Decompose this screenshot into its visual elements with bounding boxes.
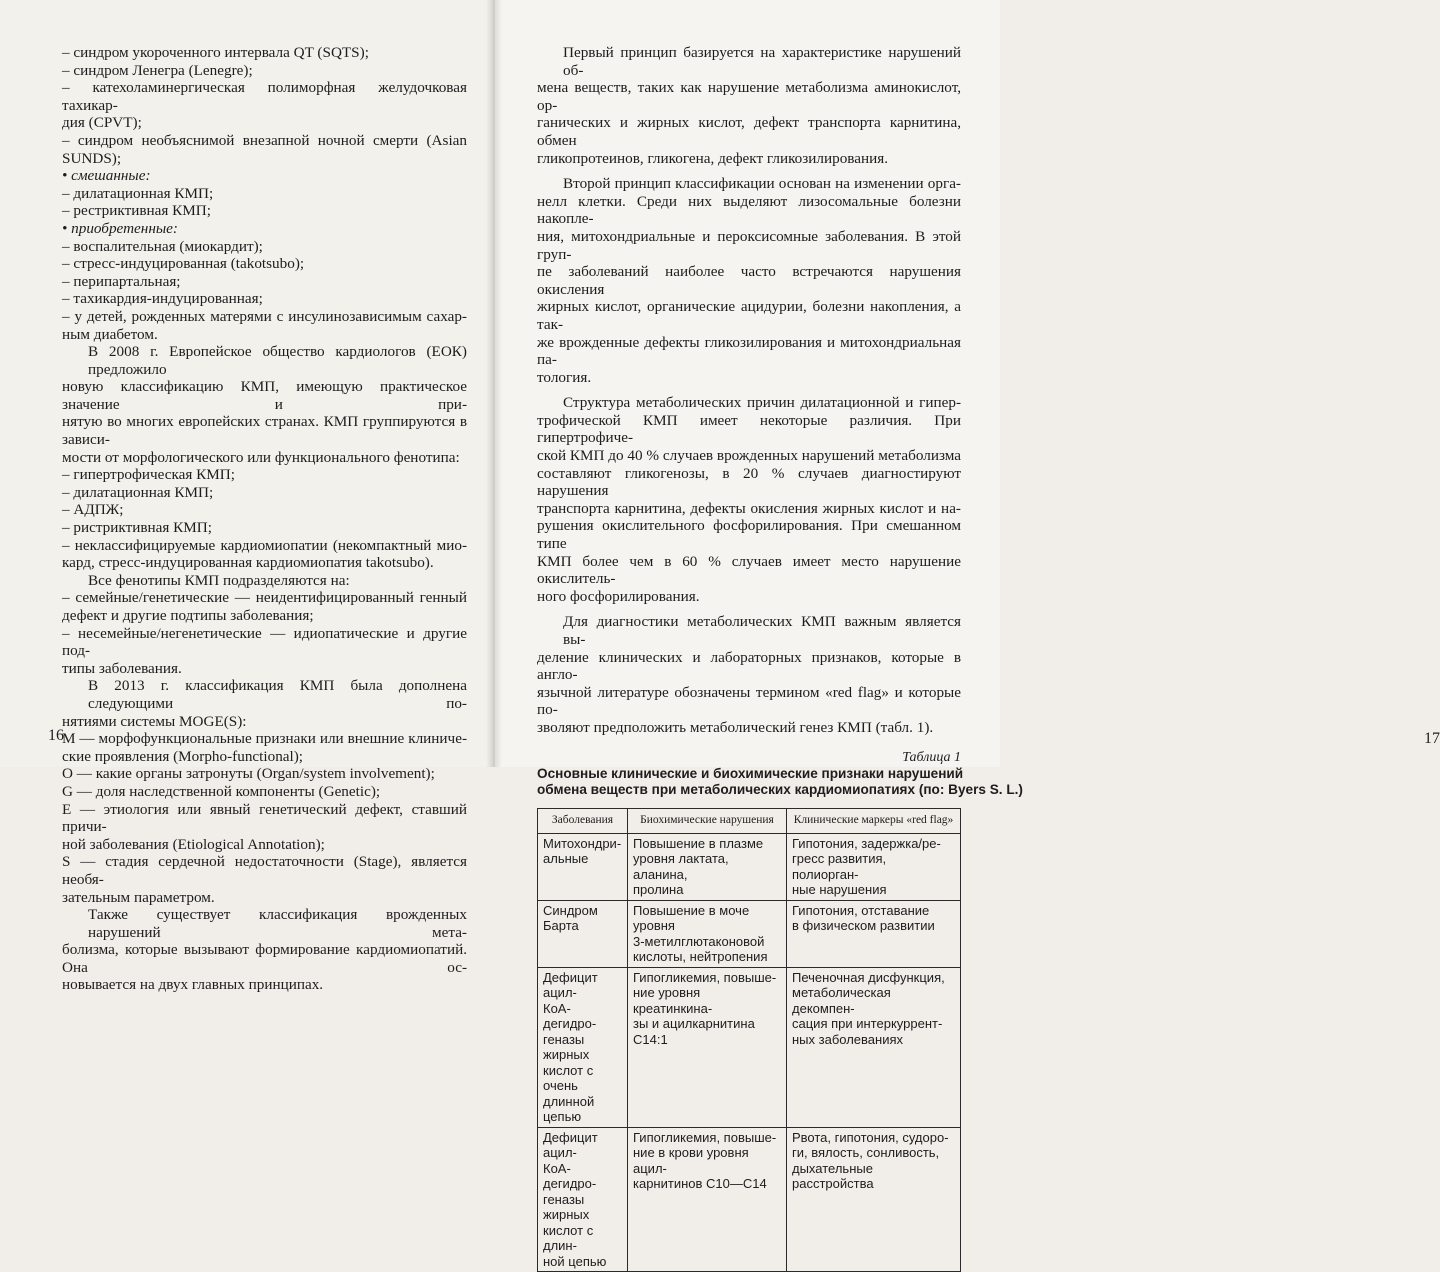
text-line: Первый принцип базируется на характеристике нарушений об- bbox=[563, 44, 961, 79]
text-line: рушения окислительного фосфорилирования. При смешанном типе bbox=[537, 517, 961, 553]
text-line: транспорта карнитина, дефекты окисления жирных кислот и на- bbox=[537, 499, 961, 517]
paragraph bbox=[537, 613, 961, 736]
table-cell: Митохондри- альные bbox=[538, 833, 628, 900]
text-line: жирных кислот, органические ацидурии, болезни накопления, а так- bbox=[537, 298, 961, 333]
text-line: язычной литературе обозначены термином «red flag» и которые по- bbox=[537, 683, 961, 719]
text-line: составляют гликогенозы, в 20 % случаев диагностируют нарушения bbox=[537, 464, 961, 500]
text-line: – перипартальная; bbox=[62, 272, 181, 290]
table-caption: Таблица 1 bbox=[902, 749, 961, 765]
table-cell: Повышение в моче уровня 3-метилглютаконовой кислоты, нейтропения bbox=[628, 900, 787, 967]
table-row bbox=[538, 900, 961, 967]
text-line: болизма, которые вызывают формирование кардиомиопатий. Она ос- bbox=[62, 941, 467, 976]
table-header-cell: Клинические маркеры «red flag» bbox=[787, 809, 961, 834]
text-line: ной заболевания (Etiological Annotation); bbox=[62, 835, 325, 853]
text-line: – семейные/генетические — неидентифицированный генный bbox=[62, 589, 467, 607]
text-line: пе заболеваний наиболее часто встречаются нарушения окисления bbox=[537, 263, 961, 298]
text-line: ганических и жирных кислот, дефект транспорта карнитина, обмен bbox=[537, 114, 961, 149]
text-line: SUNDS); bbox=[62, 149, 122, 167]
left-page bbox=[0, 0, 494, 994]
text-line: В 2013 г. классификация КМП была дополнена следующими по- bbox=[88, 677, 467, 712]
text-line: зволяют предположить метаболический генез КМП (табл. 1). bbox=[537, 718, 934, 736]
text-line: М — морфофункциональные признаки или внешние клиниче- bbox=[62, 730, 467, 748]
text-line: деление клинических и лабораторных признаков, которые в англо- bbox=[537, 648, 961, 684]
text-line: – дилатационная КМП; bbox=[62, 184, 214, 202]
text-line: мости от морфологического или функционального фенотипа: bbox=[62, 448, 460, 466]
table-header-row bbox=[538, 809, 961, 834]
paragraph bbox=[537, 175, 961, 386]
text-line: Второй принцип классификации основан на изменении орга- bbox=[563, 175, 961, 193]
text-line: S — стадия сердечной недостаточности (Stage), является необя- bbox=[62, 853, 467, 888]
text-line: – неклассифицируемые кардиомиопатии (некомпактный мио- bbox=[62, 536, 467, 554]
table-row bbox=[538, 1127, 961, 1272]
text-line: новую классификацию КМП, имеющую практическое значение и при- bbox=[62, 378, 467, 413]
text-line: Все фенотипы КМП подразделяются на: bbox=[88, 571, 350, 589]
text-line: – синдром необъяснимой внезапной ночной смерти (Asian bbox=[62, 131, 467, 149]
text-line: – дилатационная КМП; bbox=[62, 483, 214, 501]
text-line: – гипертрофическая КМП; bbox=[62, 466, 235, 484]
text-line: КМП более чем в 60 % случаев имеет место нарушение окислитель- bbox=[537, 552, 961, 588]
text-line: Также существует классификация врожденных нарушений мета- bbox=[88, 906, 467, 941]
metabolic-table bbox=[537, 808, 961, 1272]
text-line: ской КМП до 40 % случаев врожденных нарушений метаболизма bbox=[537, 447, 961, 465]
text-line: ские проявления (Morpho-functional); bbox=[62, 747, 304, 765]
text-line: Е — этиология или явный генетический дефект, ставший причи- bbox=[62, 800, 467, 836]
text-line: ным диабетом. bbox=[62, 325, 158, 343]
text-line: – воспалительная (миокардит); bbox=[62, 237, 263, 255]
text-line: нятую во многих европейских странах. КМП группируются в зависи- bbox=[62, 413, 467, 449]
text-line: же врожденные дефекты гликозилирования и митохондриальная па- bbox=[537, 333, 961, 369]
table-cell: Гипотония, задержка/ре- гресс развития, полиорган- ные нарушения bbox=[787, 833, 961, 900]
text-line: трофической КМП имеет некоторые различия. При гипертрофиче- bbox=[537, 411, 961, 447]
table-header-cell: Заболевания bbox=[538, 809, 628, 834]
text-line: – АДПЖ; bbox=[62, 501, 124, 519]
text-line: – у детей, рожденных матерями с инсулинозависимым сахар- bbox=[62, 307, 467, 325]
right-page-text bbox=[537, 44, 1023, 1272]
page-number-right: 17 bbox=[1424, 730, 1440, 747]
page-number-left: 16 bbox=[48, 727, 64, 744]
text-line: ния, митохондриальные и пероксисомные заболевания. В этой груп- bbox=[537, 227, 961, 263]
table-cell: Синдром Барта bbox=[538, 900, 628, 967]
table-cell: Печеночная дисфункция, метаболическая декомпен- сация при интеркуррент- ных заболеваниях bbox=[787, 967, 961, 1127]
table-row bbox=[538, 833, 961, 900]
table-header-cell: Биохимические нарушения bbox=[628, 809, 787, 834]
text-line: дефект и другие подтипы заболевания; bbox=[62, 607, 314, 624]
text-line: • смешанные: bbox=[62, 167, 467, 185]
table-cell: Дефицит ацил- КоА-дегидро- геназы жирных кислот с длин- ной цепью bbox=[538, 1127, 628, 1272]
paragraph bbox=[537, 44, 961, 167]
text-line: Структура метаболических причин дилатационной и гипер- bbox=[563, 394, 961, 412]
text-line: новывается на двух главных принципах. bbox=[62, 976, 324, 994]
left-page-text bbox=[62, 44, 467, 994]
text-line: – тахикардия-индуцированная; bbox=[62, 290, 263, 308]
text-line: – синдром укороченного интервала QT (SQTS); bbox=[62, 44, 369, 61]
table-cell: Повышение в плазме уровня лактата, аланина, пролина bbox=[628, 833, 787, 900]
text-line: гликопротеинов, гликогена, дефект гликозилирования. bbox=[537, 149, 889, 167]
text-line: – ристриктивная КМП; bbox=[62, 519, 212, 537]
book-gutter bbox=[486, 0, 502, 767]
table-row bbox=[538, 967, 961, 1127]
text-line: G — доля наследственной компоненты (Genetic); bbox=[62, 782, 381, 800]
text-line: тология. bbox=[537, 368, 592, 386]
text-line: – стресс-индуцированная (takotsubo); bbox=[62, 255, 305, 273]
paragraph bbox=[537, 394, 961, 605]
text-line: • приобретенные: bbox=[62, 220, 467, 238]
text-line: нятиями системы MOGE(S): bbox=[62, 712, 247, 730]
table-title-line: Основные клинические и биохимические признаки нарушений bbox=[537, 766, 964, 782]
table-cell: Дефицит ацил- КоА-дегидро- геназы жирных кислот с очень длинной цепью bbox=[538, 967, 628, 1127]
text-line: дия (CPVT); bbox=[62, 114, 142, 132]
text-line: – синдром Ленегра (Lenegre); bbox=[62, 61, 253, 79]
text-line: зательным параметром. bbox=[62, 888, 215, 906]
text-line: В 2008 г. Европейское общество кардиологов (ЕОК) предложило bbox=[88, 343, 467, 378]
text-line: типы заболевания. bbox=[62, 659, 182, 677]
text-line: нелл клетки. Среди них выделяют лизосомальные болезни накопле- bbox=[537, 192, 961, 228]
table-cell: Гипогликемия, повыше- ние в крови уровня ацил- карнитинов С10—С14 bbox=[628, 1127, 787, 1272]
text-line: – рестриктивная КМП; bbox=[62, 202, 211, 220]
table-title bbox=[537, 766, 1023, 798]
text-line: – несемейные/негенетические — идиопатические и другие под- bbox=[62, 624, 467, 660]
text-line: – катехоламинергическая полиморфная желудочковая тахикар- bbox=[62, 79, 467, 114]
text-line: О — какие органы затронуты (Organ/system involvement); bbox=[62, 765, 435, 783]
text-line: ного фосфорилирования. bbox=[537, 587, 700, 605]
table-title-line: обмена веществ при метаболических кардиомиопатиях (по: Byers S. L.) bbox=[537, 782, 1023, 798]
table-cell: Рвота, гипотония, судоро- ги, вялость, сонливость, дыхательные расстройства bbox=[787, 1127, 961, 1272]
text-line: мена веществ, таких как нарушение метаболизма аминокислот, ор- bbox=[537, 79, 961, 114]
table-cell: Гипогликемия, повыше- ние уровня креатинкина- зы и ацилкарнитина С14:1 bbox=[628, 967, 787, 1127]
text-line: кард, стресс-индуцированная кардиомиопатия takotsubo). bbox=[62, 554, 434, 572]
table-cell: Гипотония, отставание в физическом развитии bbox=[787, 900, 961, 967]
text-line: Для диагностики метаболических КМП важным является вы- bbox=[563, 613, 961, 648]
